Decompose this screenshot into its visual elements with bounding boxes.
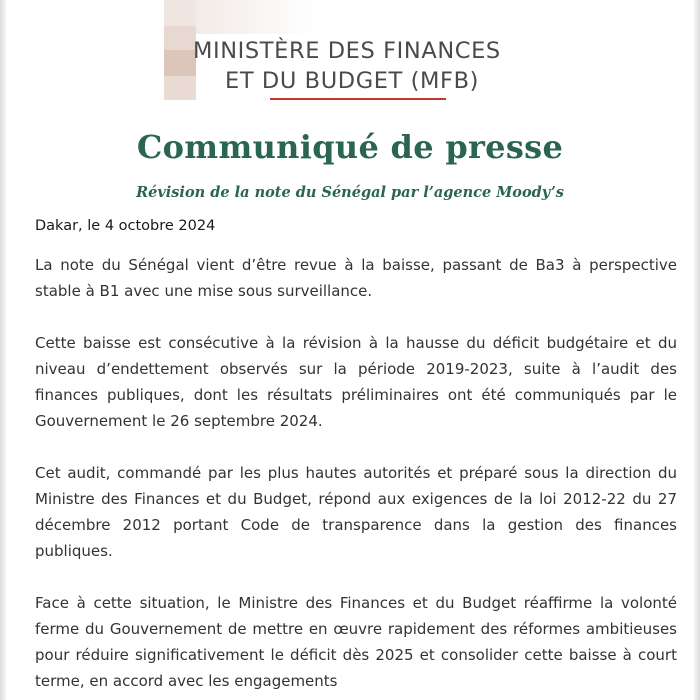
page-subtitle: Révision de la note du Sénégal par l’agence Moody’s <box>136 184 564 201</box>
dateline: Dakar, le 4 octobre 2024 <box>35 218 216 234</box>
body-text <box>35 252 677 700</box>
logo-fade-decoration <box>196 0 316 34</box>
ministry-underline <box>270 98 446 100</box>
frame-right-edge <box>694 0 700 700</box>
ministry-name-line2: ET DU BUDGET (MFB) <box>225 68 479 94</box>
ministry-name-line1: MINISTÈRE DES FINANCES <box>193 38 501 64</box>
paragraph-2: Cette baisse est consécutive à la révision à la hausse du déficit budgétaire et du niveau d’endettement observés sur la période 2019-2023, suite à l’audit des finances publiques, dont les résultats préliminaires ont été communiqués par le Gouvernement le 26 septembre 2024. <box>35 334 677 430</box>
paragraph-1: La note du Sénégal vient d’être revue à la baisse, passant de Ba3 à perspective stable à B1 avec une mise sous surveillance. <box>35 256 677 300</box>
frame-left-edge <box>0 0 6 700</box>
paragraph-4: Face à cette situation, le Ministre des Finances et du Budget réaffirme la volonté ferme du Gouvernement de mettre en œuvre rapidement des réformes ambitieuses pour réduire significativement le déficit dès 2025 et consolider cette baisse à court terme, en accord avec les engagements <box>35 594 677 690</box>
ministry-logo-mark <box>164 0 196 100</box>
ministry-name <box>193 36 553 96</box>
paragraph-3: Cet audit, commandé par les plus hautes autorités et préparé sous la direction du Ministre des Finances et du Budget, répond aux exigences de la loi 2012-22 du 27 décembre 2012 portant Code de transparence dans la gestion des finances publiques. <box>35 464 677 560</box>
page-title: Communiqué de presse <box>136 128 564 166</box>
